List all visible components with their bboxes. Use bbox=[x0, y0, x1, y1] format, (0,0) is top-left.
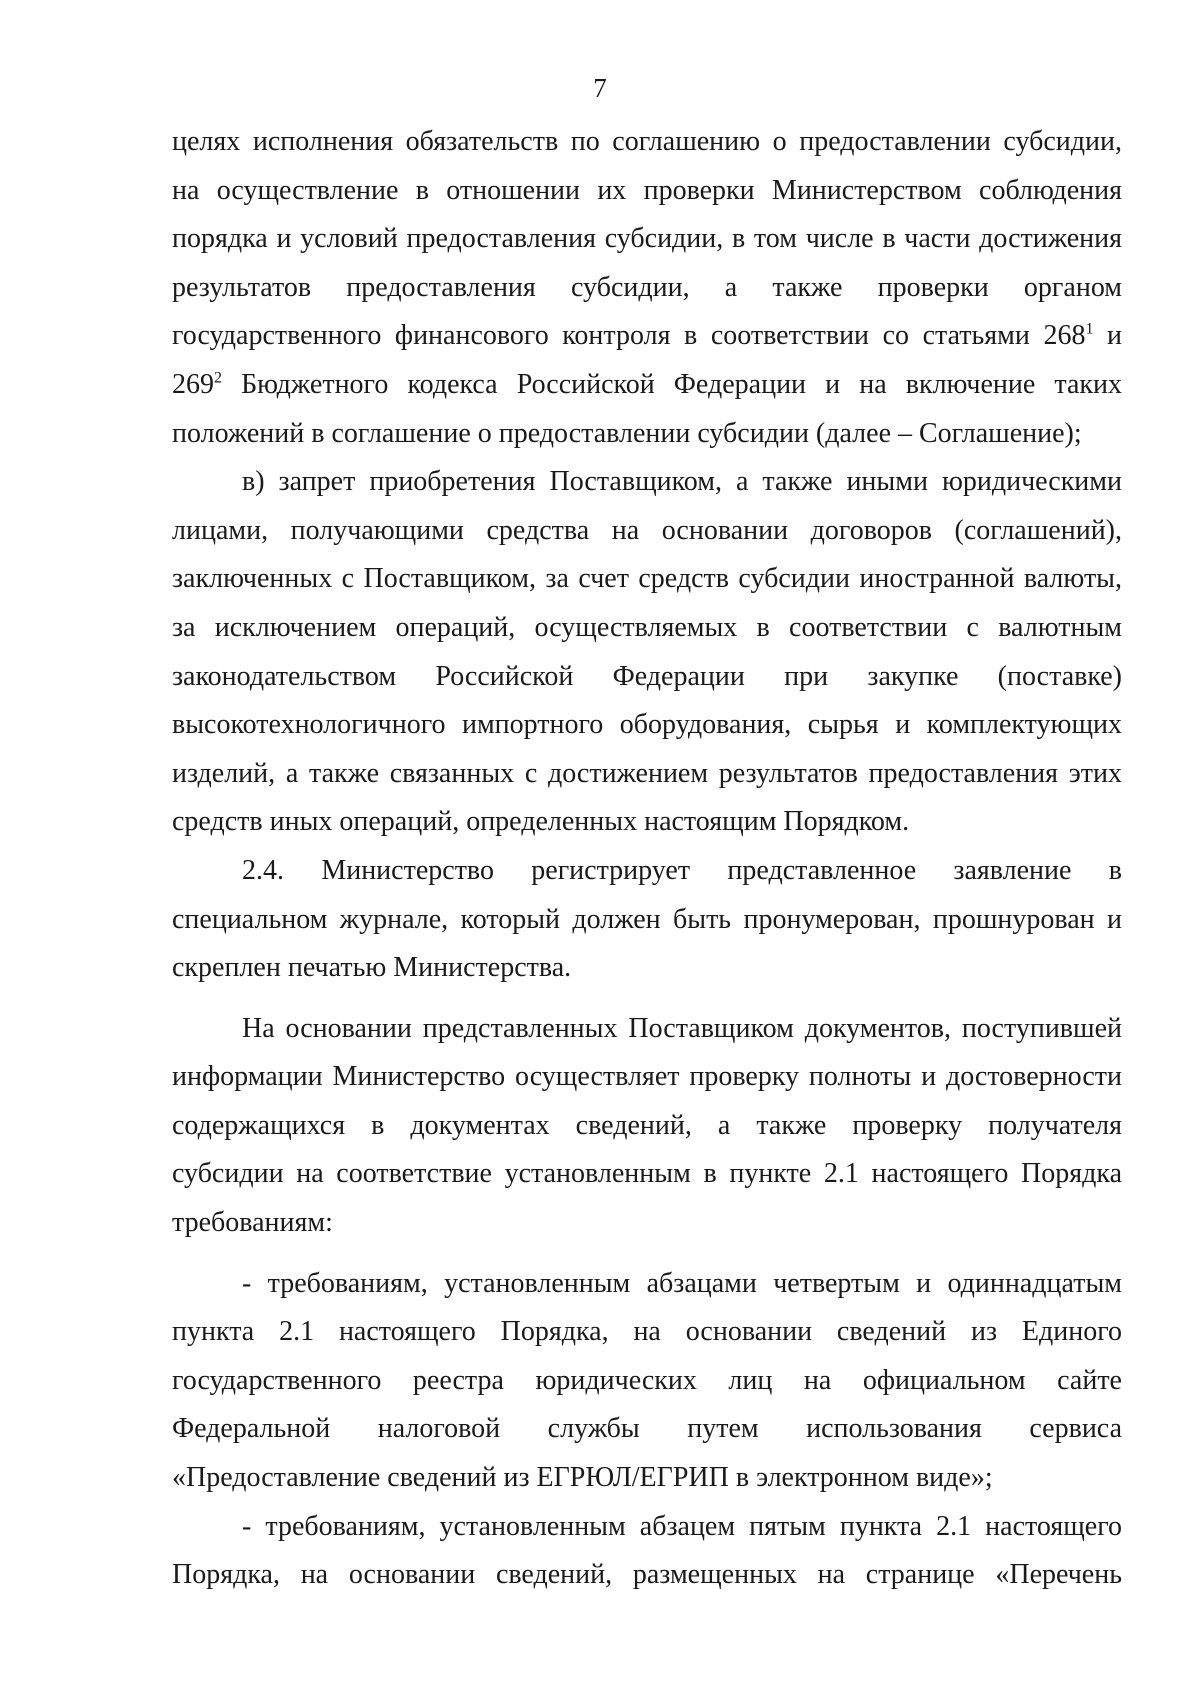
text-line: скреплен печатью Министерства. bbox=[172, 952, 572, 984]
text-line: средств иных операций, определенных настоящим Порядком. bbox=[172, 806, 910, 838]
text-line: информации Министерство осуществляет проверку полноты и достоверности bbox=[172, 1061, 1122, 1093]
superscript: 1 bbox=[1085, 321, 1094, 339]
superscript: 2 bbox=[214, 369, 222, 387]
text-line: положений в соглашение о предоставлении субсидии (далее – Соглашение); bbox=[172, 417, 1082, 449]
text-line: целях исполнения обязательств по соглашению о предоставлении субсидии, bbox=[172, 126, 1122, 157]
text-line: На основании представленных Поставщиком документов, поступившей bbox=[242, 1012, 1122, 1044]
text-line: содержащихся в документах сведений, а также проверку получателя bbox=[172, 1109, 1122, 1141]
text-line: Порядка, на основании сведений, размещенных на странице «Перечень bbox=[172, 1559, 1122, 1591]
text-line: изделий, а также связанных с достижением результатов предоставления этих bbox=[172, 757, 1122, 789]
text-line: заключенных с Поставщиком, за счет средств субсидии иностранной валюты, bbox=[172, 563, 1122, 595]
text-line: высокотехнологичного импортного оборудования, сырья и комплектующих bbox=[172, 709, 1122, 741]
text-line-with-superscript bbox=[172, 361, 1122, 410]
paragraph-2-4 bbox=[172, 847, 1122, 993]
text-line: за исключением операций, осуществляемых в соответствии с валютным bbox=[172, 611, 1122, 643]
text-line: - требованиям, установленным абзацами четвертым и одиннадцатым bbox=[242, 1267, 1122, 1299]
text-line: в) запрет приобретения Поставщиком, а также иными юридическими bbox=[242, 466, 1122, 498]
text-line: Федеральной налоговой службы путем использования сервиса bbox=[172, 1413, 1122, 1445]
text-line: 2.4. Министерство регистрирует представленное заявление в bbox=[242, 854, 1122, 886]
paragraph-list-item-1 bbox=[172, 1260, 1122, 1503]
text-fragment: Бюджетного кодекса Российской Федерации и на включение таких bbox=[222, 368, 1122, 400]
document-body bbox=[172, 118, 1122, 1600]
text-line: требованиям: bbox=[172, 1207, 333, 1239]
text-line: специальном журнале, который должен быть пронумерован, прошнурован и bbox=[172, 903, 1122, 935]
text-line: субсидии на соответствие установленным в пункте 2.1 настоящего Порядка bbox=[172, 1158, 1122, 1190]
text-line: государственного реестра юридических лиц на официальном сайте bbox=[172, 1364, 1122, 1396]
text-line-with-superscript bbox=[172, 312, 1122, 361]
text-line: «Предоставление сведений из ЕГРЮЛ/ЕГРИП в электронном виде»; bbox=[172, 1462, 993, 1494]
paragraph-verification bbox=[172, 1005, 1122, 1248]
text-fragment: государственного финансового контроля в соответствии со статьями 268 bbox=[172, 320, 1086, 352]
text-line: лицами, получающими средства на основании договоров (соглашений), bbox=[172, 514, 1122, 546]
text-line: законодательством Российской Федерации при закупке (поставке) bbox=[172, 660, 1122, 692]
text-line: пункта 2.1 настоящего Порядка, на основании сведений из Единого bbox=[172, 1316, 1122, 1348]
text-line: на осуществление в отношении их проверки Министерством соблюдения bbox=[172, 174, 1122, 206]
paragraph-list-item-2 bbox=[172, 1503, 1122, 1600]
text-fragment: 269 bbox=[172, 368, 214, 400]
text-line: порядка и условий предоставления субсидии, в том числе в части достижения bbox=[172, 223, 1122, 255]
paragraph-item-v bbox=[172, 458, 1122, 847]
text-line: - требованиям, установленным абзацем пятым пункта 2.1 настоящего bbox=[242, 1510, 1122, 1542]
page-number: 7 bbox=[593, 73, 607, 103]
paragraph-continuation bbox=[172, 118, 1122, 458]
text-line: результатов предоставления субсидии, а также проверки органом bbox=[172, 271, 1122, 303]
text-fragment: и bbox=[1093, 320, 1122, 352]
